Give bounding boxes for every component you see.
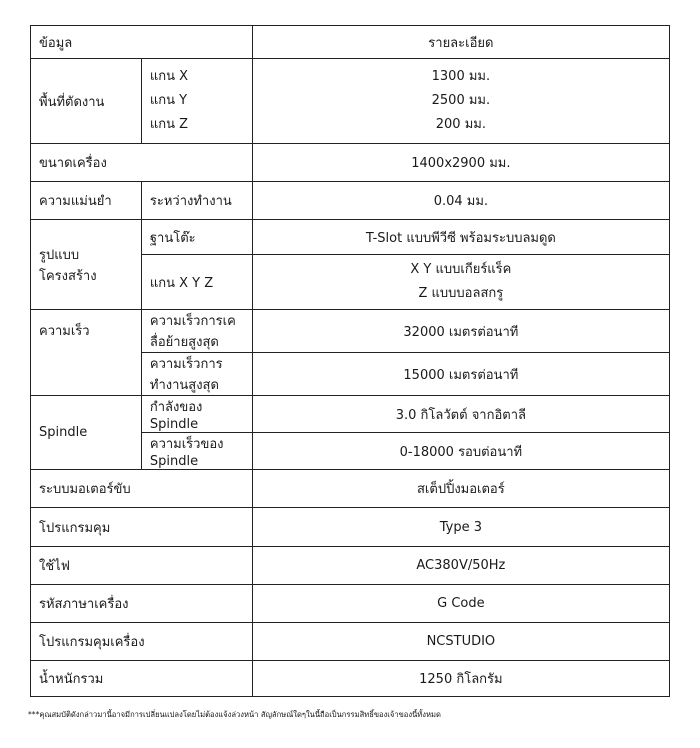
row-label: รูปแบบโครงสร้าง	[31, 220, 142, 310]
table-row	[31, 661, 670, 697]
row-sub: ระหว่างทำงาน	[141, 182, 252, 220]
row-label: ใช้ไฟ	[31, 547, 253, 585]
row-value: 0-18000 รอบต่อนาที	[252, 433, 669, 470]
spec-table	[30, 25, 670, 697]
row-value: AC380V/50Hz	[252, 547, 669, 585]
row-value	[252, 255, 669, 310]
row-label: พื้นที่ตัดงาน	[31, 59, 142, 144]
row-sub: ความเร็วการทำงานสูงสุด	[141, 353, 252, 396]
sub-line: แกน Y	[149, 93, 188, 108]
table-row	[31, 470, 670, 508]
sub-line: แกน X	[149, 69, 189, 84]
row-value: สเต็ปปิ้งมอเตอร์	[252, 470, 669, 508]
row-label: รหัสภาษาเครื่อง	[31, 585, 253, 623]
row-label: โปรแกรมคุม	[31, 508, 253, 547]
row-sub: ฐานโต๊ะ	[141, 220, 252, 255]
value-line: X Y แบบเกียร์แร็ค	[410, 262, 512, 277]
row-value: 32000 เมตรต่อนาที	[252, 310, 669, 353]
row-value: G Code	[252, 585, 669, 623]
row-label: น้ำหนักรวม	[31, 661, 253, 697]
row-sub	[141, 59, 252, 144]
row-value: 1250 กิโลกรัม	[252, 661, 669, 697]
footnote: ***คุณสมบัติดังกล่าวมานี้อาจมีการเปลี่ยนแปลงโดยไม่ต้องแจ้งล่วงหน้า สัญลักษณ์ใดๆในนี้ถือเป็นกรรมสิทธิ์ของเจ้าของนี้ทั้งหมด	[28, 710, 441, 719]
header-info: ข้อมูล	[31, 26, 253, 59]
value-line: 200 มม.	[435, 117, 486, 132]
row-value: 15000 เมตรต่อนาที	[252, 353, 669, 396]
table-row	[31, 220, 670, 255]
row-sub: ความเร็วการเคลื่อย้ายสูงสุด	[141, 310, 252, 353]
row-sub: กำลังของ Spindle	[141, 396, 252, 433]
row-label: Spindle	[31, 396, 142, 470]
table-row	[31, 623, 670, 661]
sub-line: แกน Z	[149, 117, 189, 132]
row-label: ขนาดเครื่อง	[31, 144, 253, 182]
row-sub: แกน X Y Z	[141, 255, 252, 310]
row-value: 0.04 มม.	[252, 182, 669, 220]
table-row	[31, 585, 670, 623]
row-label: โปรแกรมคุมเครื่อง	[31, 623, 253, 661]
table-row	[31, 396, 670, 433]
value-line: 2500 มม.	[431, 93, 491, 108]
table-row	[31, 59, 670, 144]
row-value: NCSTUDIO	[252, 623, 669, 661]
row-value: 3.0 กิโลวัตต์ จากอิตาลี	[252, 396, 669, 433]
header-detail: รายละเอียด	[252, 26, 669, 59]
value-line: 1300 มม.	[431, 69, 491, 84]
row-sub: ความเร็วของ Spindle	[141, 433, 252, 470]
table-row	[31, 144, 670, 182]
table-header-row	[31, 26, 670, 59]
table-row	[31, 182, 670, 220]
table-row	[31, 547, 670, 585]
row-label: ความเร็ว	[31, 310, 142, 396]
row-label: ระบบมอเตอร์ขับ	[31, 470, 253, 508]
table-row	[31, 310, 670, 353]
table-row	[31, 508, 670, 547]
row-value: T-Slot แบบพีวีซี พร้อมระบบลมดูด	[252, 220, 669, 255]
row-label: ความแม่นยำ	[31, 182, 142, 220]
value-line: Z แบบบอลสกรู	[418, 286, 504, 301]
row-value	[252, 59, 669, 144]
row-value: 1400x2900 มม.	[252, 144, 669, 182]
row-value: Type 3	[252, 508, 669, 547]
